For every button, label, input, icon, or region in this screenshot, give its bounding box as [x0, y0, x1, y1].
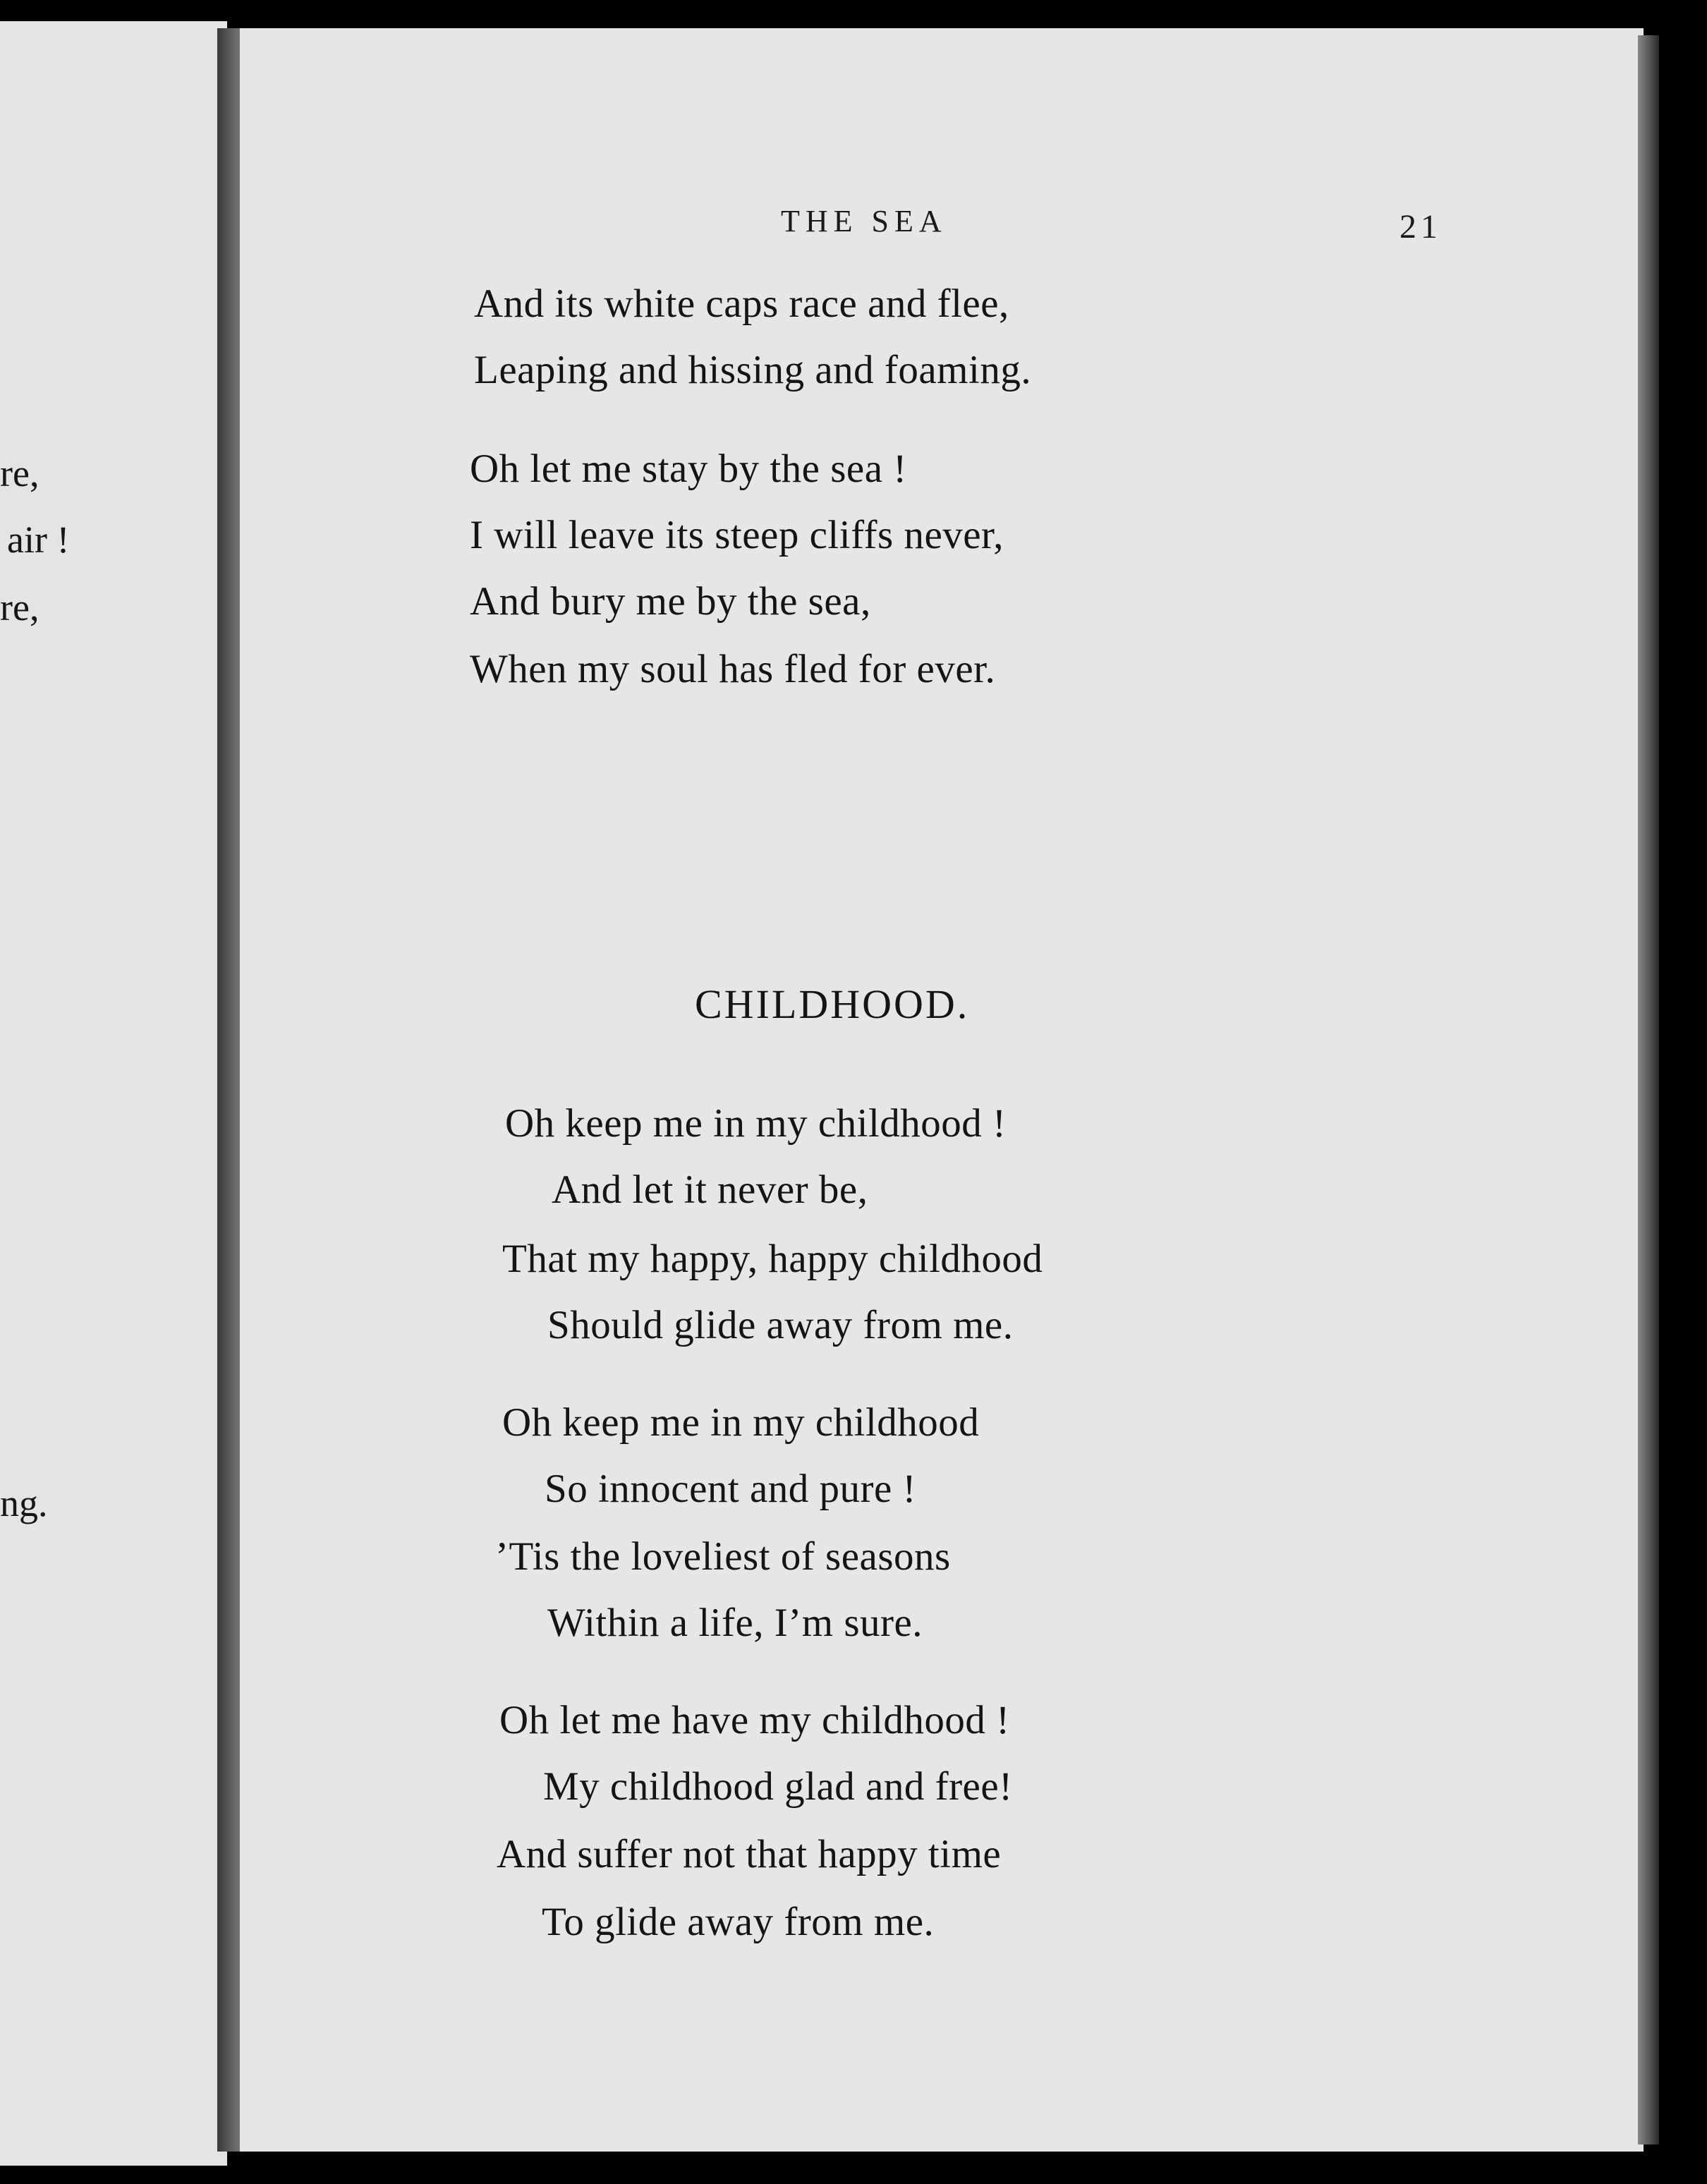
- left-page-fragment: re,: [0, 452, 40, 495]
- sea-poem-line: And bury me by the sea,: [470, 579, 871, 624]
- page-edge-shadow: [1638, 35, 1659, 2144]
- right-page: [240, 28, 1644, 2152]
- childhood-poem-line: Should glide away from me.: [547, 1303, 1014, 1347]
- left-page-fragment: air !: [7, 518, 70, 561]
- childhood-poem-line: And suffer not that happy time: [497, 1832, 1002, 1876]
- sea-poem-line: When my soul has fled for ever.: [470, 647, 996, 691]
- childhood-poem-line: ’Tis the loveliest of seasons: [495, 1534, 951, 1579]
- left-page-fragment: ng.: [0, 1482, 48, 1524]
- childhood-poem-line: So innocent and pure !: [545, 1467, 917, 1511]
- childhood-poem-line: Oh keep me in my childhood: [502, 1400, 980, 1445]
- childhood-poem-line: Within a life, I’m sure.: [547, 1601, 923, 1645]
- childhood-poem-line: To glide away from me.: [542, 1900, 935, 1944]
- left-page-fragment: re,: [0, 586, 40, 629]
- sea-poem-line: I will leave its steep cliffs never,: [470, 513, 1004, 557]
- sea-poem-line: And its white caps race and flee,: [474, 281, 1009, 326]
- poem-title: CHILDHOOD.: [695, 981, 970, 1027]
- sea-poem-line: Leaping and hissing and foaming.: [474, 348, 1032, 392]
- childhood-poem-line: Oh keep me in my childhood !: [505, 1101, 1007, 1146]
- childhood-poem-line: And let it never be,: [552, 1167, 868, 1212]
- running-head: THE SEA: [781, 204, 947, 238]
- left-facing-page: [0, 21, 227, 2166]
- page-number: 21: [1399, 208, 1442, 245]
- childhood-poem-line: Oh let me have my childhood !: [499, 1698, 1010, 1742]
- childhood-poem-line: My childhood glad and free!: [543, 1764, 1013, 1809]
- sea-poem-line: Oh let me stay by the sea !: [470, 447, 907, 491]
- childhood-poem-line: That my happy, happy childhood: [502, 1237, 1043, 1281]
